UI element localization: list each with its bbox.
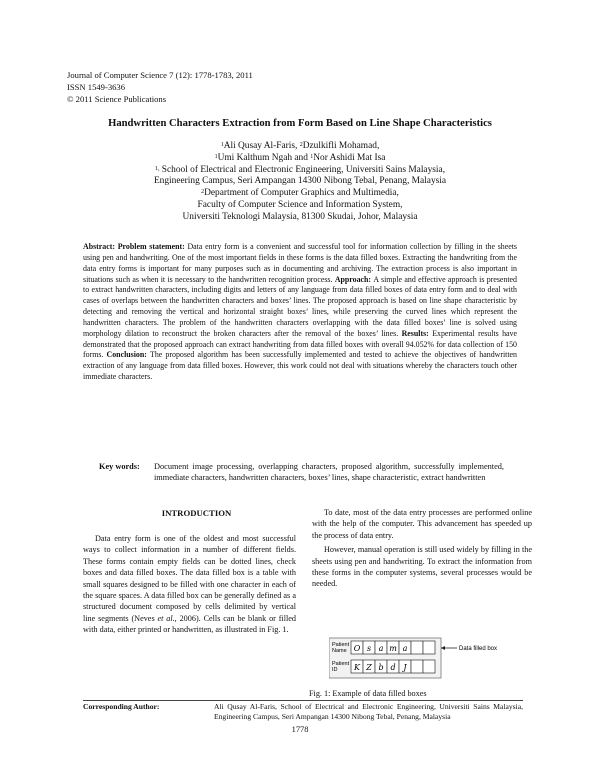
approach-text: A simple and effective approach is presented to extract handwritten characters, including digits and letters of any language from data filled boxes of data entry form and to deal with cases of overlaps between the handwritten characters and boxes’ lines. The proposed approach is based on line shape characteristic by detecting and removing the vertical and horizontal straight boxes’ lines, while preserving the curved lines which represent the handwritten characters. The problem of the handwritten characters overlapping with the data filled boxes’ line is solved using morphology dilation to reconstruct the broken characters after the removal of the boxes’ lines. — [83, 274, 518, 338]
right-column — [312, 507, 532, 593]
page-number: 1778 — [291, 725, 309, 734]
figure-1-caption: Fig. 1: Example of data filled boxes — [309, 689, 427, 698]
intro-paragraph-2: To date, most of the data entry processes are performed online with the help of the computer. This advancement has speeded up the process of data entry. — [312, 508, 532, 540]
callout-arrow-icon — [441, 646, 445, 650]
handwritten-char: a — [378, 644, 384, 653]
approach-label: Approach: — [334, 274, 374, 284]
handwritten-char: J — [403, 663, 407, 672]
journal-copyright: © 2011 Science Publications — [67, 93, 167, 104]
et-al-italic: et al — [157, 613, 173, 623]
row2-label-a: Patient — [332, 661, 350, 667]
handwritten-char: K — [354, 663, 360, 672]
author-block — [60, 141, 540, 224]
data-box-cell — [411, 660, 423, 673]
corresponding-author-label: Corresponding Author: — [83, 702, 160, 711]
handwritten-char: Z — [366, 663, 372, 672]
affil-mark: 1, — [154, 165, 160, 172]
corresponding-author-text: Ali Qusay Al-Faris, School of Electrical and Electronic Engineering, Universiti Sains Malaysia, Engineering Campus, Seri Ampangan 14300 Nibong Tebal, Penang, Malaysia — [214, 702, 523, 721]
figure-1-data-filled-boxes — [329, 636, 499, 684]
paragraph-text: ., 2006). Cells can be blank or filled with data, either printed or handwritten, as illustrated in Fig. 1. — [83, 613, 297, 635]
keywords — [99, 462, 504, 483]
row1-label-a: Patient — [332, 642, 350, 648]
abstract — [83, 242, 517, 383]
author-line-1 — [60, 141, 540, 153]
introduction-heading: INTRODUCTION — [161, 508, 232, 518]
conclusion-text: The proposed algorithm has been successfully implemented and tested to achieve the objectives of handwritten extraction of any language from data filled boxes. However, this work could not deal with situations whereby the characters touch other immediate characters. — [83, 350, 517, 382]
author-name: Dzulkifli Mohamad, — [302, 141, 380, 151]
paper-title: Handwritten Characters Extraction from Form Based on Line Shape Characteristics — [108, 118, 492, 129]
row1-label-b: Name — [332, 648, 347, 654]
journal-issn: ISSN 1549-3636 — [67, 81, 126, 92]
intro-paragraph-3: However, manual operation is still used widely by filling in the sheets using pen and handwriting. To extract the information from these forms in the computer systems, several processes would be needed. — [312, 545, 532, 589]
data-box-cell — [411, 641, 423, 654]
handwritten-char: m — [389, 644, 397, 653]
affil-mark: 1 — [310, 153, 314, 160]
data-box-cell — [423, 641, 435, 654]
row2-label-b: ID — [332, 667, 338, 673]
data-filled-box-row-2 — [351, 660, 435, 673]
footer-rule — [83, 700, 523, 701]
keywords-label: Key words: — [99, 462, 140, 471]
handwritten-char: b — [378, 663, 384, 672]
journal-citation: Journal of Computer Science 7 (12): 1778-1783, 2011 — [67, 70, 253, 80]
journal-header — [67, 70, 253, 105]
handwritten-char: a — [402, 644, 408, 653]
affiliation-1 — [60, 165, 540, 177]
handwritten-char: s — [366, 644, 372, 653]
callout-label: Data filled box — [459, 646, 498, 652]
corresponding-author — [83, 702, 523, 722]
handwritten-char: O — [353, 644, 361, 653]
author-name: Nor Ashidi Mat Isa — [313, 152, 386, 163]
affiliation-1-address: Engineering Campus, Seri Ampangan 14300 Nibong Tebal, Penang, Malaysia — [153, 176, 447, 187]
problem-statement-label: Problem statement: — [117, 242, 188, 251]
left-column — [83, 533, 296, 636]
affiliation-2 — [60, 188, 540, 200]
abstract-label: Abstract: — [83, 242, 118, 251]
affiliation-2-faculty: Faculty of Computer Science and Information System, — [197, 199, 403, 210]
affil-mark: 1 — [214, 153, 218, 160]
affil-mark: 2 — [201, 189, 205, 196]
affiliation-2-address: Universiti Teknologi Malaysia, 81300 Skudai, Johor, Malaysia — [182, 211, 418, 222]
author-line-2 — [60, 153, 540, 165]
affiliation-text: School of Electrical and Electronic Engineering, Universiti Sains Malaysia, — [159, 164, 446, 175]
paragraph-text: Data entry form is one of the oldest and most successful ways to collect information in a number of different fields. These forms contain empty fields can be dotted lines, check boxes and data filled boxes. The data filled box is a table with small squares designed to be filled with one character in each of the square spaces. A data filled box can be generally defined as a structured document composed by cells delimited by vertical line segments (Neves — [83, 534, 296, 623]
handwritten-char: d — [390, 663, 396, 672]
results-text: Experimental results have demonstrated that the proposed approach can extract handwriting from data filled boxes with overall 94.052% for data collection of 150 forms. — [83, 328, 518, 360]
conclusion-label: Conclusion: — [106, 350, 151, 360]
author-name: Ali Qusay Al-Faris, — [223, 141, 300, 151]
author-name: Umi Kalthum Ngah and — [217, 152, 311, 163]
affil-mark: 1 — [220, 142, 224, 148]
data-filled-box-row-1 — [351, 641, 435, 654]
keywords-text: Document image processing, overlapping characters, proposed algorithm, successfully implemented, immediate characters, handwritten characters, boxes’ lines, shape characteristic, extract handwritten — [154, 462, 504, 482]
results-label: Results: — [401, 328, 433, 338]
affil-mark: 2 — [299, 142, 303, 148]
problem-statement-text: Data entry form is a convenient and successful tool for information collection by filling in the sheets using pen and handwriting. One of the most important fields in these forms is the data filled boxes. Extracting the handwriting from the data entry forms is important for many purposes such as in documenting and archiving. The extraction process is also important in situations such as when it is necessary to the handwritten recognition process. — [83, 242, 518, 284]
affiliation-text: Department of Computer Graphics and Multimedia, — [204, 188, 399, 199]
intro-paragraph-1 — [83, 533, 296, 636]
data-box-cell — [423, 660, 435, 673]
